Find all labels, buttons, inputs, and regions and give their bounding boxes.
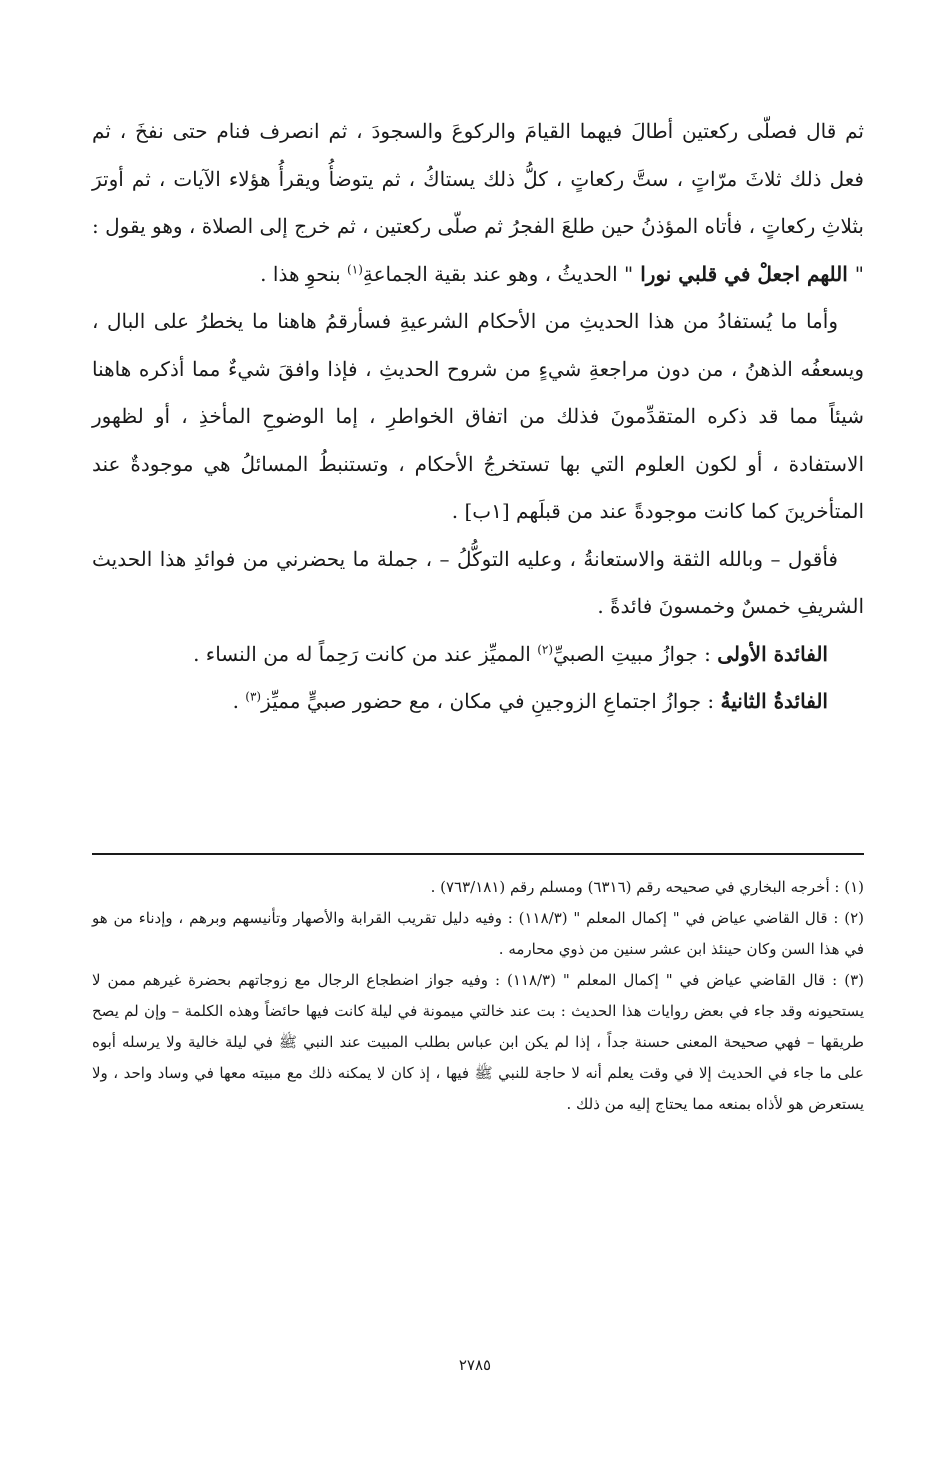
benefit-2	[92, 678, 864, 726]
hadith-text: ثم قال فصلّى ركعتين أطالَ فيهما القيامَ والركوعَ والسجودَ ، ثم انصرف فنام حتى نفخَ ، ثم فعل ذلك ثلاثَ مرّاتٍ ، ستَّ ركعاتٍ ، كلُّ ذلك يستاكُ ، ثم يتوضأُ ويقرأُ هؤلاء الآيات ، ثم أوترَ بثلاثِ ركعاتٍ ، فأتاه المؤذنُ حين طلعَ الفجرُ ثم صلّى ركعتين ، ثم خرج إلى الصلاة ، وهو يقول : "	[92, 119, 864, 286]
footnote-ref-2: (٢)	[537, 641, 554, 656]
footnotes	[92, 872, 864, 1120]
footnote-3: (٣) : قال القاضي عياض في " إكمال المعلم " (١١٨/٣) : وفيه جواز اضطجاع الرجال مع زوجاتهم بحضرة غيرهم ممن لا يستحيونه وقد جاء في بعض روايات هذا الحديث : بت عند خالتي ميمونة في ليلة كانت فيها حائضاً وهذه الكلمة – وإن لم يصح طريقها – فهي صحيحة المعنى حسنة جداً ، إذا لم يكن ابن عباس بطلب المبيت عند النبي ﷺ في ليلة خالية ولا يرسله أبوه على ما جاء في الحديث إلا في وقت يعلم أنه لا حاجة للنبي ﷺ فيها ، إذ كان لا يمكنه ذلك مع مبيته معها في وساد واحد ، ولا يستعرض هو لأذاه بمنعه مما يحتاج إليه من ذلك .	[92, 971, 864, 1113]
footnote-ref-3: (٣)	[245, 689, 262, 704]
page-number: ٢٧٨٥	[458, 1356, 492, 1374]
footnote-ref-1: (١)	[347, 261, 363, 276]
main-text	[92, 108, 864, 726]
benefit-1-text: : جوازُ مبيتِ الصبيِّ	[553, 641, 718, 666]
paragraph-intro: وأما ما يُستفادُ من هذا الحديثِ من الأحكام الشرعيةِ فسأرقمُ هاهنا ما يخطرُ على البال ، ويسعفُه الذهنُ ، من دون مراجعةِ شيءٍ من شروح الحديثِ ، فإذا وافقَ شيءٌ مما أذكره هاهنا شيئاً مما قد ذكره المتقدِّمونَ فذلك من اتفاق الخواطرِ ، إما الوضوحِ المأخذِ ، أو لظهور الاستفادة ، أو لكون العلوم التي بها تستخرجُ الأحكام ، وتستنبطُ المسائلُ هي موجودةٌ عند المتأخرينَ كما كانت موجودةً عند من قبلَهم [١ب] .	[92, 309, 864, 523]
footnote-1: (١) : أخرجه البخاري في صحيحه رقم (٦٣١٦) ومسلم رقم (٧٦٣/١٨١) .	[430, 878, 864, 896]
hadith-text-end: بنحوِ هذا .	[260, 261, 348, 286]
paragraph-count: فأقول – وبالله الثقة والاستعانةُ ، وعليه التوكُّلُ – ، جملة ما يحضرني من فوائدِ هذا الحديث الشريفِ خمسٌ وخمسونَ فائدةً .	[92, 546, 864, 618]
benefit-2-text: : جوازُ اجتماعِ الزوجينِ في مكان ، مع حضور صبيٍّ مميِّز	[261, 689, 721, 713]
benefit-2-label: الفائدةُ الثانيةُ	[720, 689, 828, 713]
benefit-1-label: الفائدة الأولى	[717, 641, 828, 666]
hadith-text-cont: " الحديثُ ، وهو عند بقية الجماعةِ	[362, 261, 634, 286]
paragraph-hadith	[92, 108, 864, 298]
benefit-2-end: .	[232, 689, 246, 713]
hadith-quote: اللهم اجعلْ في قلبي نورا	[633, 261, 855, 286]
benefit-1	[92, 631, 864, 679]
footnote-separator	[92, 853, 864, 855]
footnote-2: (٢) : قال القاضي عياض في " إكمال المعلم " (١١٨/٣) : وفيه دليل تقريب القرابة والأصهار وتأنيسهم وبرهم ، وإدناء من هو في هذا السن وكان حينئذ ابن عشر سنين من ذوي محارمه .	[92, 909, 864, 958]
benefit-1-text-cont: المميِّز عند من كانت رَحِماً له من النساء .	[193, 641, 538, 666]
